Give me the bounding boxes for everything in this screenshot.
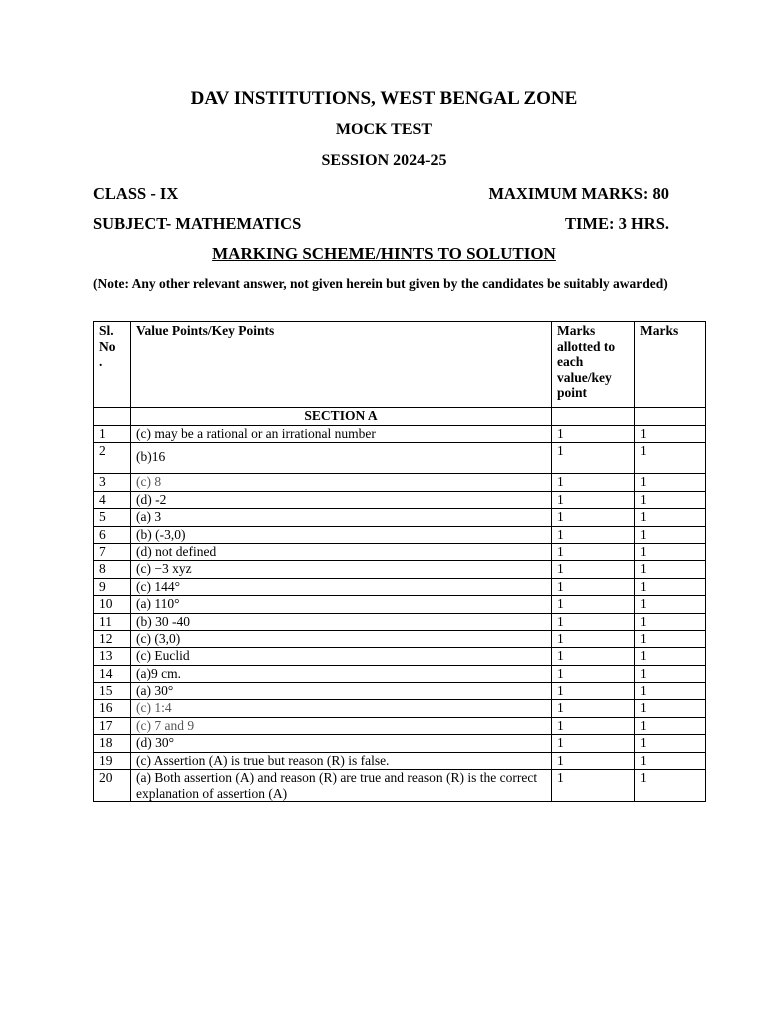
header-allotted: Marks allotted to each value/key point xyxy=(552,322,635,408)
row-number: 16 xyxy=(94,700,131,717)
table-row xyxy=(94,509,706,526)
row-number: 4 xyxy=(94,491,131,508)
row-number: 8 xyxy=(94,561,131,578)
row-number: 11 xyxy=(94,613,131,630)
row-answer: (c) 8 xyxy=(131,474,552,491)
row-allotted-marks: 1 xyxy=(552,630,635,647)
row-number: 12 xyxy=(94,630,131,647)
scheme-title: MARKING SCHEME/HINTS TO SOLUTION xyxy=(212,244,556,263)
row-marks: 1 xyxy=(635,561,706,578)
row-marks: 1 xyxy=(635,665,706,682)
section-title: SECTION A xyxy=(131,408,552,426)
row-marks: 1 xyxy=(635,735,706,752)
row-number: 14 xyxy=(94,665,131,682)
row-marks: 1 xyxy=(635,491,706,508)
row-marks: 1 xyxy=(635,578,706,595)
row-marks: 1 xyxy=(635,526,706,543)
row-answer: (a) 110° xyxy=(131,596,552,613)
row-number: 15 xyxy=(94,683,131,700)
row-number: 3 xyxy=(94,474,131,491)
subject-label: SUBJECT- MATHEMATICS xyxy=(93,214,302,233)
row-allotted-marks: 1 xyxy=(552,561,635,578)
row-number: 10 xyxy=(94,596,131,613)
row-marks: 1 xyxy=(635,752,706,769)
section-row xyxy=(94,408,706,426)
session-title: SESSION 2024-25 xyxy=(321,152,447,169)
table-row xyxy=(94,717,706,734)
test-title: MOCK TEST xyxy=(335,121,433,138)
row-answer: (d) 30° xyxy=(131,735,552,752)
institution-title: DAV INSTITUTIONS, WEST BENGAL ZONE xyxy=(190,88,578,109)
row-answer: (c) may be a rational or an irrational number xyxy=(131,426,552,443)
row-number: 18 xyxy=(94,735,131,752)
row-answer: (a) Both assertion (A) and reason (R) are true and reason (R) is the correct explanation of assertion (A) xyxy=(131,770,552,802)
row-allotted-marks: 1 xyxy=(552,648,635,665)
row-answer: (c) (3,0) xyxy=(131,630,552,647)
row-marks: 1 xyxy=(635,426,706,443)
section-blank-2 xyxy=(552,408,635,426)
row-allotted-marks: 1 xyxy=(552,578,635,595)
row-allotted-marks: 1 xyxy=(552,474,635,491)
row-marks: 1 xyxy=(635,509,706,526)
time-label: TIME: 3 HRS. xyxy=(564,214,669,233)
row-marks: 1 xyxy=(635,770,706,802)
class-label: CLASS - IX xyxy=(93,184,179,203)
table-header-row xyxy=(94,322,706,408)
table-row xyxy=(94,735,706,752)
row-answer: (d) not defined xyxy=(131,543,552,560)
table-row xyxy=(94,648,706,665)
section-blank-1 xyxy=(94,408,131,426)
row-marks: 1 xyxy=(635,596,706,613)
row-marks: 1 xyxy=(635,700,706,717)
row-marks: 1 xyxy=(635,648,706,665)
row-allotted-marks: 1 xyxy=(552,509,635,526)
note-text: (Note: Any other relevant answer, not given herein but given by the candidates be suitably awarded) xyxy=(93,276,668,291)
row-marks: 1 xyxy=(635,717,706,734)
row-allotted-marks: 1 xyxy=(552,443,635,474)
row-answer: (c) Assertion (A) is true but reason (R) is false. xyxy=(131,752,552,769)
table-row xyxy=(94,613,706,630)
table-row xyxy=(94,491,706,508)
subject-row xyxy=(93,214,669,234)
table-row xyxy=(94,474,706,491)
table-row xyxy=(94,543,706,560)
row-answer: (b) 30 -40 xyxy=(131,613,552,630)
row-number: 13 xyxy=(94,648,131,665)
table-row xyxy=(94,665,706,682)
table-row xyxy=(94,426,706,443)
table-row xyxy=(94,752,706,769)
row-answer: (a)9 cm. xyxy=(131,665,552,682)
row-allotted-marks: 1 xyxy=(552,665,635,682)
row-marks: 1 xyxy=(635,474,706,491)
table-row xyxy=(94,630,706,647)
row-allotted-marks: 1 xyxy=(552,752,635,769)
table-row xyxy=(94,596,706,613)
header-slno: Sl. No . xyxy=(94,322,131,408)
row-number: 1 xyxy=(94,426,131,443)
row-answer: (b)16 xyxy=(131,443,552,474)
row-allotted-marks: 1 xyxy=(552,735,635,752)
row-allotted-marks: 1 xyxy=(552,683,635,700)
row-number: 6 xyxy=(94,526,131,543)
row-allotted-marks: 1 xyxy=(552,526,635,543)
class-row xyxy=(93,184,669,204)
row-allotted-marks: 1 xyxy=(552,543,635,560)
row-answer: (b) (-3,0) xyxy=(131,526,552,543)
row-number: 7 xyxy=(94,543,131,560)
row-answer: (a) 30° xyxy=(131,683,552,700)
row-allotted-marks: 1 xyxy=(552,700,635,717)
row-answer: (c) 7 and 9 xyxy=(131,717,552,734)
header-marks: Marks xyxy=(635,322,706,408)
row-allotted-marks: 1 xyxy=(552,426,635,443)
marking-scheme-table xyxy=(93,321,706,802)
row-number: 5 xyxy=(94,509,131,526)
row-marks: 1 xyxy=(635,683,706,700)
row-allotted-marks: 1 xyxy=(552,491,635,508)
row-answer: (a) 3 xyxy=(131,509,552,526)
table-row xyxy=(94,561,706,578)
table-row xyxy=(94,443,706,474)
table-row xyxy=(94,578,706,595)
row-allotted-marks: 1 xyxy=(552,596,635,613)
row-marks: 1 xyxy=(635,543,706,560)
row-answer: (c) 1:4 xyxy=(131,700,552,717)
row-marks: 1 xyxy=(635,443,706,474)
table-row xyxy=(94,700,706,717)
row-number: 19 xyxy=(94,752,131,769)
row-answer: (d) -2 xyxy=(131,491,552,508)
table-row xyxy=(94,683,706,700)
row-number: 20 xyxy=(94,770,131,802)
row-number: 17 xyxy=(94,717,131,734)
max-marks: MAXIMUM MARKS: 80 xyxy=(488,184,669,203)
row-number: 9 xyxy=(94,578,131,595)
row-answer: (c) Euclid xyxy=(131,648,552,665)
row-answer: (c) 144° xyxy=(131,578,552,595)
row-answer: (c) −3 xyz xyxy=(131,561,552,578)
header-points: Value Points/Key Points xyxy=(131,322,552,408)
row-allotted-marks: 1 xyxy=(552,717,635,734)
row-allotted-marks: 1 xyxy=(552,613,635,630)
row-marks: 1 xyxy=(635,613,706,630)
table-row xyxy=(94,526,706,543)
row-allotted-marks: 1 xyxy=(552,770,635,802)
row-marks: 1 xyxy=(635,630,706,647)
section-blank-3 xyxy=(635,408,706,426)
table-row xyxy=(94,770,706,802)
row-number: 2 xyxy=(94,443,131,474)
